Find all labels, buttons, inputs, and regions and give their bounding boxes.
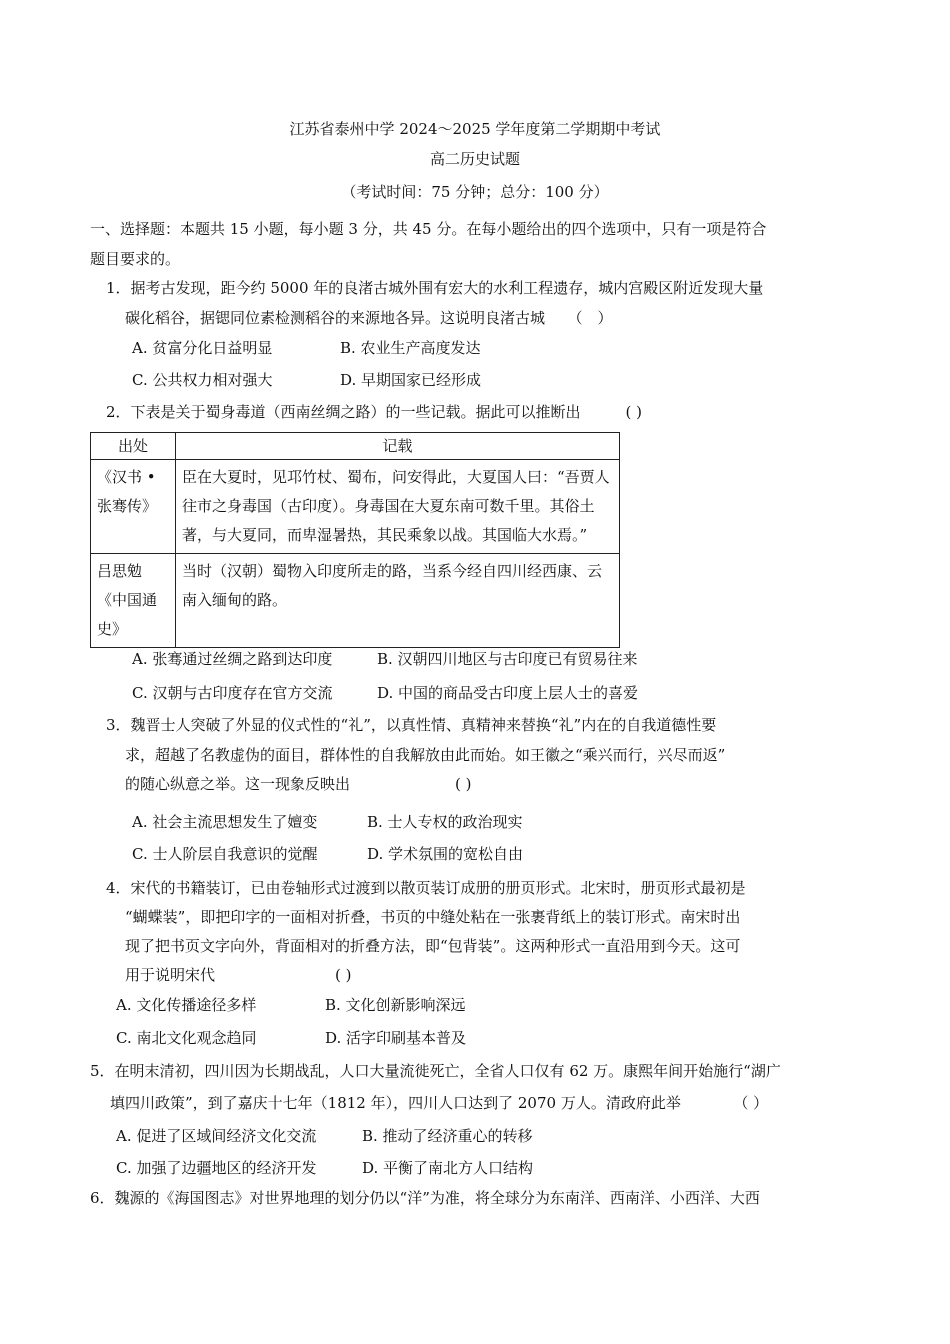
table-row (91, 460, 620, 554)
q4-stem-line3: 现了把书页文字向外，背面相对的折叠方法，即“包背装”。这两种形式一直沿用到今天。这可 (125, 937, 741, 955)
q4-option-c: C. 南北文化观念趋同 (116, 1029, 257, 1047)
table-header-row (91, 433, 620, 460)
table-cell-record: 当时（汉朝）蜀物入印度所走的路，当系今经自四川经西康、云南入缅甸的路。 (176, 554, 620, 648)
q4-stem-line1: 4．宋代的书籍装订，已由卷轴形式过渡到以散页装订成册的册页形式。北宋时，册页形式最初是 (106, 879, 746, 897)
q2-stem: 2．下表是关于蜀身毒道（西南丝绸之路）的一些记载。据此可以推断出 ( ) (106, 403, 643, 421)
q1-stem-line2: 碳化稻谷，据锶同位素检测稻谷的来源地各异。这说明良渚古城 （ ） (125, 309, 613, 327)
q3-option-d: D. 学术氛围的宽松自由 (367, 845, 524, 863)
table-row (91, 554, 620, 648)
q4-option-d: D. 活字印刷基本普及 (325, 1029, 467, 1047)
q2-option-b: B. 汉朝四川地区与古印度已有贸易往来 (377, 650, 638, 668)
q4-stem-line2: “蝴蝶装”，即把印字的一面相对折叠，书页的中缝处粘在一张裹背纸上的装订形式。南宋时出 (125, 908, 741, 926)
q3-stem-line3: 的随心纵意之举。这一现象反映出 ( ) (125, 775, 472, 793)
q1-option-c: C. 公共权力相对强大 (132, 371, 273, 389)
q2-option-a: A. 张骞通过丝绸之路到达印度 (132, 650, 333, 668)
table-cell-record: 臣在大夏时，见邛竹杖、蜀布，问安得此，大夏国人曰：“吾贾人往市之身毒国（古印度）。身毒国在大夏东南可数千里。其俗土著，与大夏同，而卑湿暑热，其民乘象以战。其国临大水焉。” (176, 460, 620, 554)
q3-stem-line2: 求，超越了名教虚伪的面目，群体性的自我解放由此而始。如王徽之“乘兴而行，兴尽而返” (125, 746, 726, 764)
q1-option-b: B. 农业生产高度发达 (340, 339, 481, 357)
q5-option-b: B. 推动了经济重心的转移 (362, 1127, 533, 1145)
q2-option-c: C. 汉朝与古印度存在官方交流 (132, 684, 333, 702)
q5-stem-line2: 填四川政策”，到了嘉庆十七年（1812 年），四川人口达到了 2070 万人。清政府此举 （ ） (110, 1094, 769, 1112)
q5-option-d: D. 平衡了南北方人口结构 (362, 1159, 534, 1177)
q3-option-a: A. 社会主流思想发生了嬗变 (132, 813, 318, 831)
q1-option-a: A. 贫富分化日益明显 (132, 339, 273, 357)
q3-stem-line1: 3．魏晋士人突破了外显的仪式性的“礼”，以真性情、真精神来替换“礼”内在的自我道德性要 (106, 716, 717, 734)
exam-meta: （考试时间：75 分钟；总分：100 分） (341, 183, 609, 201)
q5-option-c: C. 加强了边疆地区的经济开发 (116, 1159, 317, 1177)
exam-title: 江苏省泰州中学 2024～2025 学年度第二学期期中考试 (289, 120, 661, 138)
exam-subtitle: 高二历史试题 (429, 150, 520, 168)
q4-option-b: B. 文化创新影响深远 (325, 996, 466, 1014)
q2-option-d: D. 中国的商品受古印度上层人士的喜爱 (377, 684, 639, 702)
q4-option-a: A. 文化传播途径多样 (116, 996, 257, 1014)
section-instructions-line1: 一、选择题：本题共 15 小题，每小题 3 分，共 45 分。在每小题给出的四个选项中，只有一项是符合 (90, 220, 767, 238)
q1-stem-line1: 1．据考古发现，距今约 5000 年的良渚古城外围有宏大的水利工程遗存，城内宫殿区附近发现大量 (106, 279, 764, 297)
table-cell-source: 吕思勉《中国通史》 (91, 554, 176, 648)
table-header-record: 记载 (176, 433, 620, 460)
records-table (90, 432, 620, 648)
q4-stem-line4: 用于说明宋代 ( ) (125, 966, 352, 984)
q1-option-d: D. 早期国家已经形成 (340, 371, 482, 389)
q5-stem-line1: 5．在明末清初，四川因为长期战乱，人口大量流徙死亡，全省人口仅有 62 万。康熙年间开始施行“湖广 (90, 1062, 781, 1080)
q6-stem-line1: 6．魏源的《海国图志》对世界地理的划分仍以“洋”为准，将全球分为东南洋、西南洋、小西洋、大西 (90, 1189, 760, 1207)
q5-option-a: A. 促进了区域间经济文化交流 (116, 1127, 317, 1145)
table-cell-source: 《汉书 • 张骞传》 (91, 460, 176, 554)
q3-option-c: C. 士人阶层自我意识的觉醒 (132, 845, 318, 863)
table-header-source: 出处 (91, 433, 176, 460)
section-instructions-line2: 题目要求的。 (90, 250, 181, 268)
q3-option-b: B. 士人专权的政治现实 (367, 813, 523, 831)
